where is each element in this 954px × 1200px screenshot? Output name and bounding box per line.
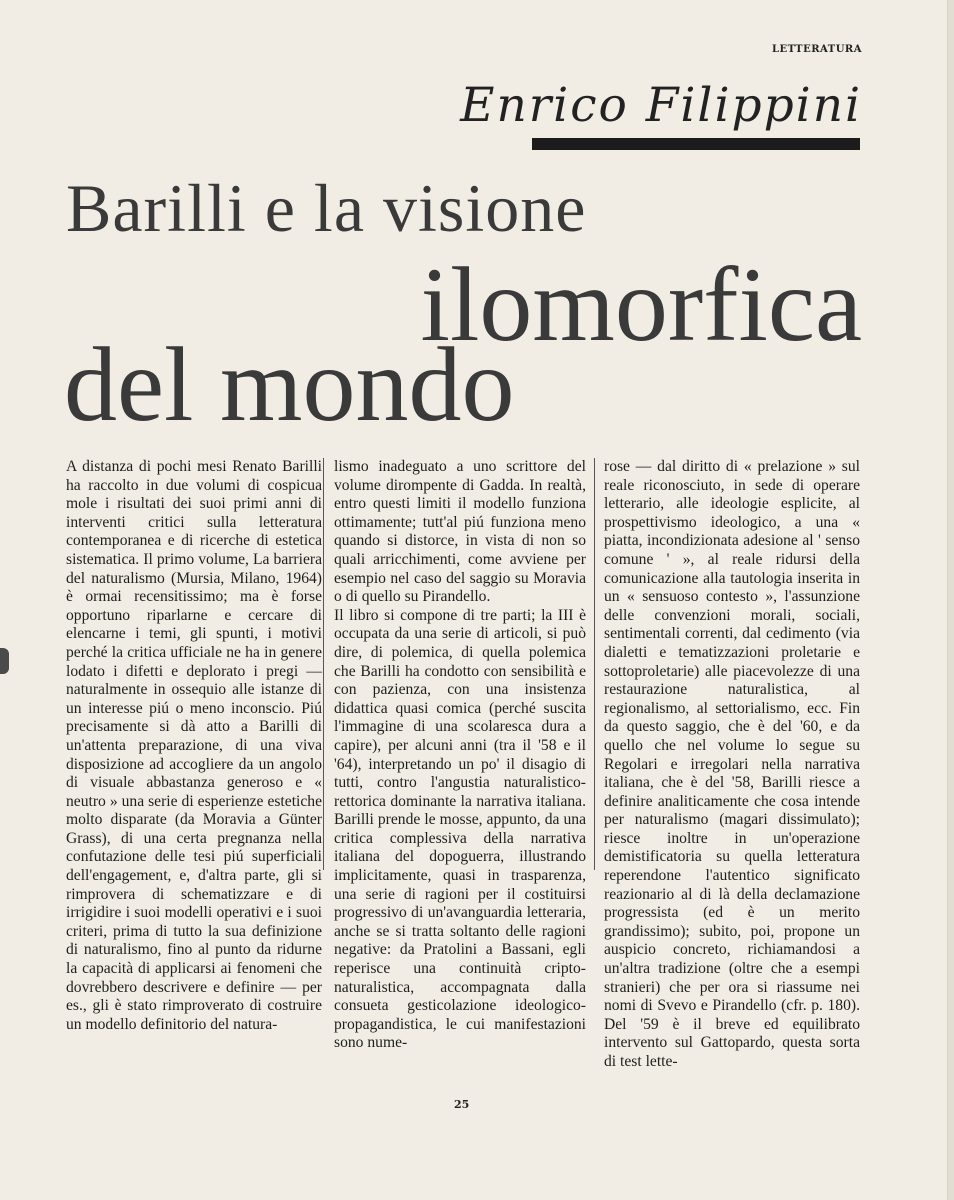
paragraph: A distanza di pochi mesi Renato Barilli ha raccolto in due volumi di cospicua mole i risultati dei suoi primi anni di interventi critici sulla letteratura contemporanea e di ricerche di estetica sistematica. Il primo volume, La barriera del naturalismo (Mursia, Milano, 1964) è ormai recensitissimo; ma è forse opportuno riparlarne e cercare di elencarne i temi, gli spunti, i motivi perché la critica ufficiale ne ha in genere lodato i difetti e deplorato i pregi — naturalmente in ossequio alle istanze di un interesse piú o meno inconscio. Piú precisamente si dà atto a Barilli di un'attenta preparazione, di una viva disposizione ad accogliere da un angolo di visuale abbastanza generoso e « neutro » una serie di esperienze estetiche molto disparate (da Moravia a Günter Grass), di una certa pregnanza nella confutazione delle tesi piú superficiali dell'engagement, e, d'altra parte, gli si rimprovera di schematizzare e di irrigidire i suoi modelli operativi e i suoi criteri, prima di tutto la sua definizione di naturalismo, fino al punto da ridurne la capacità di applicarsi ai fenomeni che dovrebbero descrivere e definire — per es., gli è stato rimproverato di costruire un modello definitorio del natura- xyxy=(66,458,322,1033)
section-label: LETTERATURA xyxy=(771,44,862,55)
binding-hole xyxy=(0,648,9,674)
text-column-3 xyxy=(604,458,860,1072)
text-column-1 xyxy=(66,458,322,1034)
paragraph: Il libro si compone di tre parti; la III è occupata da una serie di articoli, si può dire, di polemica, di quella polemica che Barilli ha condotto con sensibilità e con pazienza, con una insistenza didattica quasi comica (perché suscita l'immagine di una scolaresca dura a capire), per alcuni anni (tra il '58 e il '64), interpretando un po' il disagio di tutti, contro l'angustia naturalistico-rettorica dominante la narrativa italiana. Barilli prende le mosse, appunto, da una critica complessiva della narrativa italiana del dopoguerra, illustrando implicitamente, quasi in trasparenza, una serie di ragioni per il costituirsi progressivo di un'avanguardia letteraria, anche se si tratta soltanto delle ragioni negative: da Pratolini a Bassani, egli reperisce una continuità cripto-naturalistica, accompagnata dalla consueta gesticolazione ideologico-propagandistica, le cui manifestazioni sono nume- xyxy=(334,606,586,1052)
title-line-2: ilomorfica xyxy=(420,246,862,363)
page-edge xyxy=(947,0,954,1200)
column-divider xyxy=(323,458,324,870)
title-line-1: Barilli e la visione xyxy=(66,170,587,246)
paragraph: rose — dal diritto di « prelazione » sul reale riconosciuto, in sede di operare letterario, alle ideologie esplicite, al prospettivismo ideologico, a una « piatta, incondizionata adesione al ' senso comune ' », al reale ridursi della comunicazione alla tautologia inserita in un « sensuoso contesto », l'assunzione delle convenzioni morali, sociali, sentimentali correnti, dal cedimento (via dialetti e tematizzazioni proletarie e sottoproletarie) alle piacevolezze di una restaurazione naturalistica, al regionalismo, al settorialismo, ecc. Fin da questo saggio, che è del '60, e da quello che nel volume lo segue su Regolari e irregolari nella narrativa italiana, che è del '58, Barilli riesce a definire analiticamente che cosa intende per naturalismo (magari dissimulato); riesce inoltre in un'operazione demistificatoria su quella letteratura reperendone l'autentico significato reazionario al di là della declamazione progressista (ed è un merito grandissimo); subito, poi, propone un auspicio concreto, richiamandosi a un'altra tradizione (oltre che a esempi stranieri) che per ora si riassume nei nomi di Svevo e Pirandello (cfr. p. 180). Del '59 è il breve ed equilibrato intervento sul Gattopardo, questa sorta di test lette- xyxy=(604,458,860,1070)
text-column-2 xyxy=(334,458,586,1053)
author-rule xyxy=(532,138,860,150)
title-line-3: del mondo xyxy=(64,326,515,443)
paragraph: lismo inadeguato a uno scrittore del volume dirompente di Gadda. In realtà, entro questi limiti il modello funziona ottimamente; tutt'al piú funziona meno quando si distorce, in vista di non so quali arricchimenti, come avviene per esempio nel caso del saggio su Moravia o di quello su Pirandello. xyxy=(334,458,586,606)
page-number: 25 xyxy=(454,1098,470,1111)
column-divider xyxy=(594,458,595,870)
author-name: Enrico Filippini xyxy=(460,78,862,133)
